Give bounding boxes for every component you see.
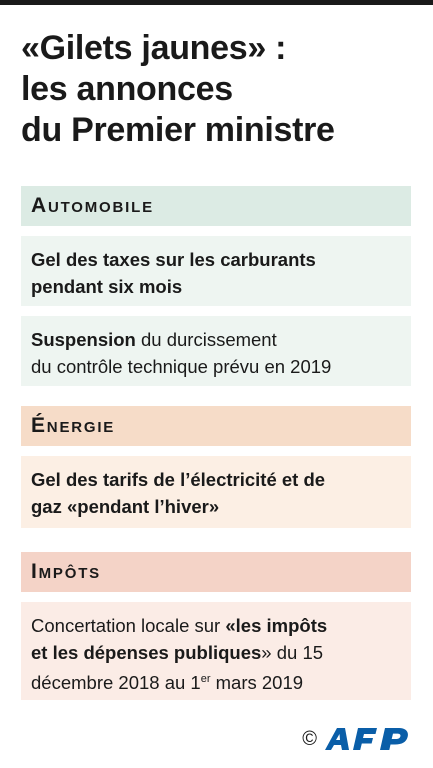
copyright-symbol: © xyxy=(302,727,317,750)
consultation-line-1-pre: Concertation locale sur xyxy=(31,615,226,636)
announcement-energy-tariffs xyxy=(21,456,411,528)
consultation-line-1 xyxy=(31,612,401,639)
inspection-line-1-rest: du durcissement xyxy=(135,329,277,350)
title-line-2: les annonces xyxy=(21,70,233,108)
section-heading-energie: Énergie xyxy=(21,406,411,446)
inspection-line-1 xyxy=(31,326,401,353)
consultation-line-3 xyxy=(31,666,401,696)
page-title xyxy=(21,28,421,151)
afp-logo-icon xyxy=(323,726,409,752)
energy-line-2: gaz «pendant l’hiver» xyxy=(31,496,220,517)
inspection-keyword: Suspension xyxy=(31,329,136,350)
section-heading-automobile: Automobile xyxy=(21,186,411,226)
consultation-line-2 xyxy=(31,639,401,666)
title-line-3: du Premier ministre xyxy=(21,111,335,149)
consultation-line-2-rest: » du 15 xyxy=(261,642,324,663)
consultation-line-3-pre: décembre 2018 au 1 xyxy=(31,672,201,694)
top-rule xyxy=(0,0,433,5)
announcement-technical-inspection xyxy=(21,316,411,386)
fuel-tax-line-2: pendant six mois xyxy=(31,276,183,297)
fuel-tax-line-1: Gel des taxes sur les carburants xyxy=(31,249,316,270)
consultation-line-3-sup: er xyxy=(200,673,211,685)
announcement-tax-consultation xyxy=(21,602,411,700)
announcement-fuel-tax xyxy=(21,236,411,306)
inspection-line-2: du contrôle technique prévu en 2019 xyxy=(31,356,332,377)
consultation-line-2-bold: et les dépenses publiques xyxy=(31,642,262,663)
credit xyxy=(302,725,409,753)
section-heading-impots: Impôts xyxy=(21,552,411,592)
energy-line-1: Gel des tarifs de l’électricité et de xyxy=(31,469,326,490)
consultation-line-1-bold: «les impôts xyxy=(225,615,328,636)
title-line-1: «Gilets jaunes» : xyxy=(21,29,287,67)
consultation-line-3-post: mars 2019 xyxy=(210,672,304,694)
